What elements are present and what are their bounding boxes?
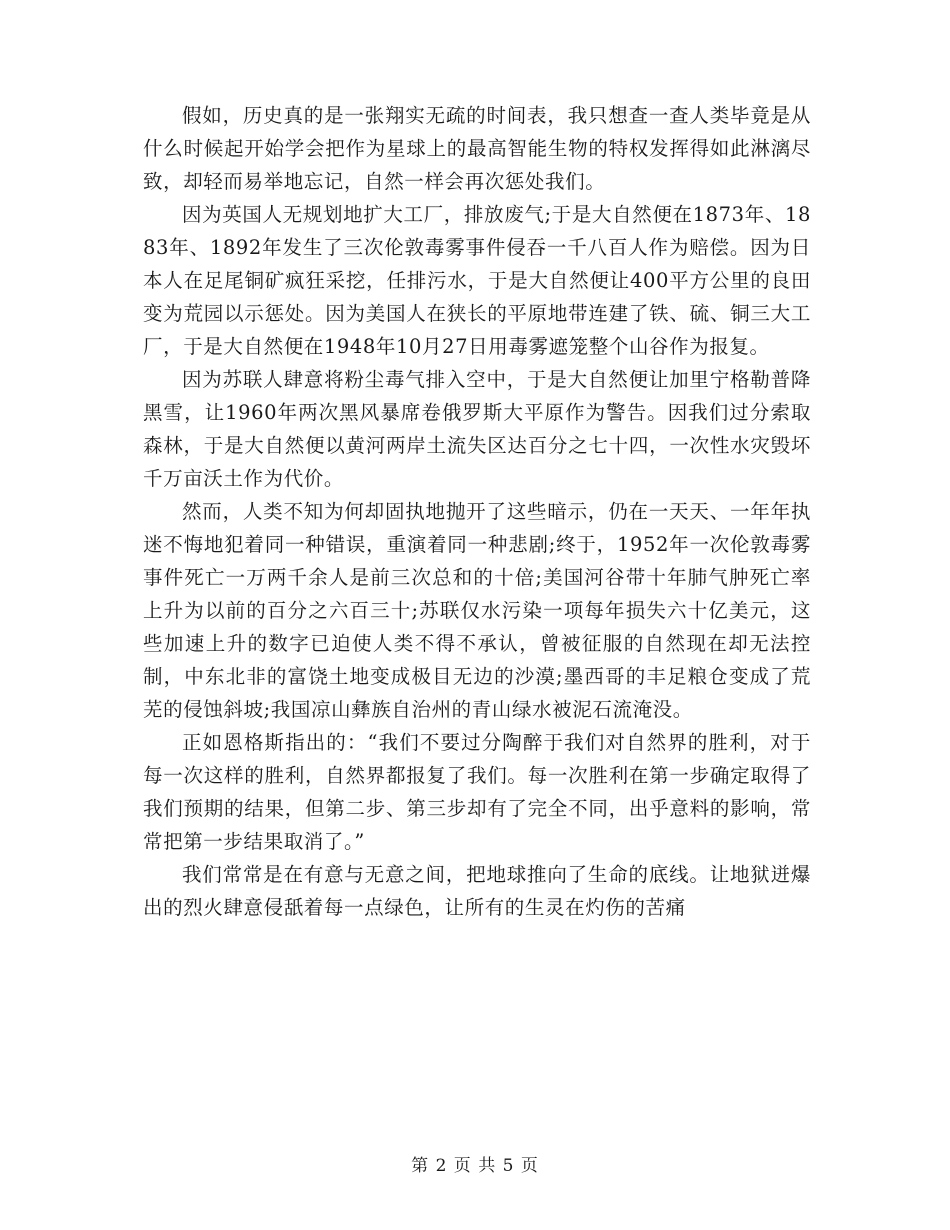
- paragraph-1: 假如，历史真的是一张翔实无疏的时间表，我只想查一查人类毕竟是从什么时候起开始学会把作为星球上的最高智能生物的特权发挥得如此淋漓尽致，却轻而易举地忘记，自然一样会再次惩处我们。: [143, 104, 811, 193]
- paragraph-3: 因为苏联人肆意将粉尘毒气排入空中，于是大自然便让加里宁格勒普降黑雪，让1960年两次黑风暴席卷俄罗斯大平原作为警告。因我们过分索取森林，于是大自然便以黄河两岸土流失区达百分之七十四，一次性水灾毁坏千万亩沃土作为代价。: [143, 368, 811, 490]
- paragraph-5: 正如恩格斯指出的：“我们不要过分陶醉于我们对自然界的胜利，对于每一次这样的胜利，自然界都报复了我们。每一次胜利在第一步确定取得了我们预期的结果，但第二步、第三步却有了完全不同，出乎意料的影响，常常把第一步结果取消了。”: [143, 731, 811, 853]
- paragraph-4: 然而，人类不知为何却固执地抛开了这些暗示，仍在一天天、一年年执迷不悔地犯着同一种错误，重演着同一种悲剧;终于，1952年一次伦敦毒雾事件死亡一万两千余人是前三次总和的十倍;美国河谷带十年肺气肿死亡率上升为以前的百分之六百三十;苏联仅水污染一项每年损失六十亿美元，这些加速上升的数字已迫使人类不得不承认，曾被征服的自然现在却无法控制，中东北非的富饶土地变成极目无边的沙漠;墨西哥的丰足粮仓变成了荒芜的侵蚀斜坡;我国凉山彝族自治州的青山绿水被泥石流淹没。: [143, 500, 811, 721]
- page-number-footer: 第 2 页 共 5 页: [411, 1156, 539, 1176]
- document-body: [143, 99, 811, 924]
- paragraph-2: 因为英国人无规划地扩大工厂，排放废气;于是大自然便在1873年、1883年、1892年发生了三次伦敦毒雾事件侵吞一千八百人作为赔偿。因为日本人在足尾铜矿疯狂采挖，任排污水，于是大自然便让400平方公里的良田变为荒园以示惩处。因为美国人在狭长的平原地带连建了铁、硫、铜三大工厂，于是大自然便在1948年10月27日用毒雾遮笼整个山谷作为报复。: [143, 203, 811, 358]
- paragraph-6: 我们常常是在有意与无意之间，把地球推向了生命的底线。让地狱迸爆出的烈火肆意侵舐着每一点绿色，让所有的生灵在灼伤的苦痛: [143, 863, 811, 919]
